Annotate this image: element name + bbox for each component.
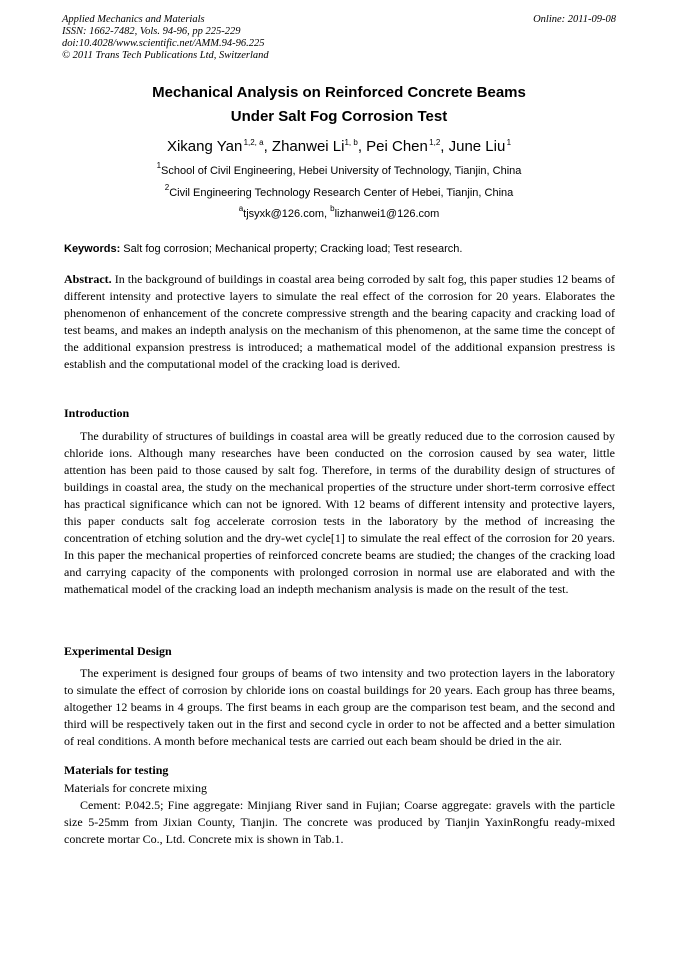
section-heading-experimental-design: Experimental Design [64,644,172,658]
author-affiliation-sup: 1, b [344,138,358,147]
email-sup: a [238,204,244,213]
author-name: Xikang Yan [166,138,243,155]
online-date: Online: 2011-09-08 [533,14,616,25]
experimental-paragraph: The experiment is designed four groups of beams of two intensity and two protection layers in the laboratory to simulate the effect of corrosion by chloride ions on coastal buildings for 20 years. Each group has three beams, altogether 12 beams in 4 groups. The first beams in each group are the comparison test beam, and the second and third will be respectively taken out in the first and second cycle in order to not be affected and a better simulation of real conditions. A month before mechanical tests are carried out each beam should be dried in the air. [64,666,615,748]
author-emails [0,204,678,221]
author-affiliation-sup: 1,2, a [243,138,264,147]
affiliation-sup: 2 [164,183,170,192]
issn-line: ISSN: 1662-7482, Vols. 94-96, pp 225-229 [62,26,241,37]
author-name: June Liu [448,138,506,155]
affiliation-text: School of Civil Engineering, Hebei University of Technology, Tianjin, China [161,165,522,177]
keywords-label: Keywords: [64,243,121,255]
keywords [64,242,616,256]
affiliation-sup: 1 [156,161,162,170]
abstract-text: In the background of buildings in coastal area being corroded by salt fog, this paper studies 12 beams of different intensity and protective layers to simulate the real effect of the corrosion for 20 years. Elaborates the phenomenon of enhancement of the concrete compressive strength and the bearing capacity and cracking load of test beams, and makes an indepth analysis on the mechanism of this phenomenon, at the same time the concept of the additional expansion prestress is introduced; a mathematical model of the additional expansion prestress is establish and the computational model of the cracking load is derived. [64,272,615,371]
author-affiliation-sup: 1 [506,138,512,147]
keywords-text: Salt fog corrosion; Mechanical property; Cracking load; Test research. [120,243,463,255]
journal-name: Applied Mechanics and Materials [62,14,205,25]
email-b: lizhanwei1@126.com [334,208,440,220]
abstract-label: Abstract. [64,272,112,286]
author-list: Xikang Yan $^{1,2, a}$, Zhanwei Li$^{1, b}$, Pei Chen $^{1,2}$, June Liu $^1$ [166,138,512,155]
subsection-heading-materials: Materials for testing [64,763,169,777]
email-a: tjsyxk@126.com, [243,208,331,220]
title-line-2: Under Salt Fog Corrosion Test [230,108,448,125]
affiliation-1 [0,161,678,178]
journal-header [62,14,269,62]
doi-line: doi:10.4028/www.scientific.net/AMM.94-96.225 [62,38,265,49]
abstract [64,271,615,373]
affiliation-text: Civil Engineering Technology Research Center of Hebei, Tianjin, China [169,187,514,199]
author-name: Pei Chen [366,138,428,155]
introduction-paragraph: The durability of structures of buildings in coastal area will be greatly reduced due to the corrosion caused by chloride ions. Although many researches have been conducted on the corrosion caused by sea water, little attention has been paid to those caused by salt fog. Therefore, in terms of the durability design of structures of buildings in coastal area, the study on the mechanical properties of the structure under short-term corrosive effect has practical significance which can not be ignored. With 12 beams of different intensity and protective layers, this paper conducts salt fog accelerate corrosion tests in the laboratory by the method of increasing the concentration of etching solution and the dry-wet cycle[1] to simulate the real effect of the corrosion for 20 years. In this paper the mechanical properties of reinforced concrete beams are studied; the changes of the cracking load and carrying capacity of the components with prolonged corrosion in normal use are elaborated and with the mathematical model of the cracking load an indepth mechanism analysis is made on the result of the test. [64,429,615,596]
materials-subheading: Materials for concrete mixing [64,781,207,795]
author-affiliation-sup: 1,2 [429,138,441,147]
affiliation-2 [0,183,678,200]
paper-title [0,81,678,129]
title-line-1: Mechanical Analysis on Reinforced Concrete Beams [152,84,526,101]
materials-paragraph: Cement: P.042.5; Fine aggregate: Minjiang River sand in Fujian; Coarse aggregate: gravels with the particle size 5-25mm from Jixian County, Tianjin. The concrete was produced by Tianjin YaxinRongfu ready-mixed concrete mortar Co., Ltd. Concrete mix is shown in Tab.1. [64,798,615,846]
author-name: Zhanwei Li [271,138,345,155]
email-sup: b [330,204,335,213]
section-heading-introduction: Introduction [64,406,130,420]
copyright-line: © 2011 Trans Tech Publications Ltd, Switzerland [62,50,269,61]
